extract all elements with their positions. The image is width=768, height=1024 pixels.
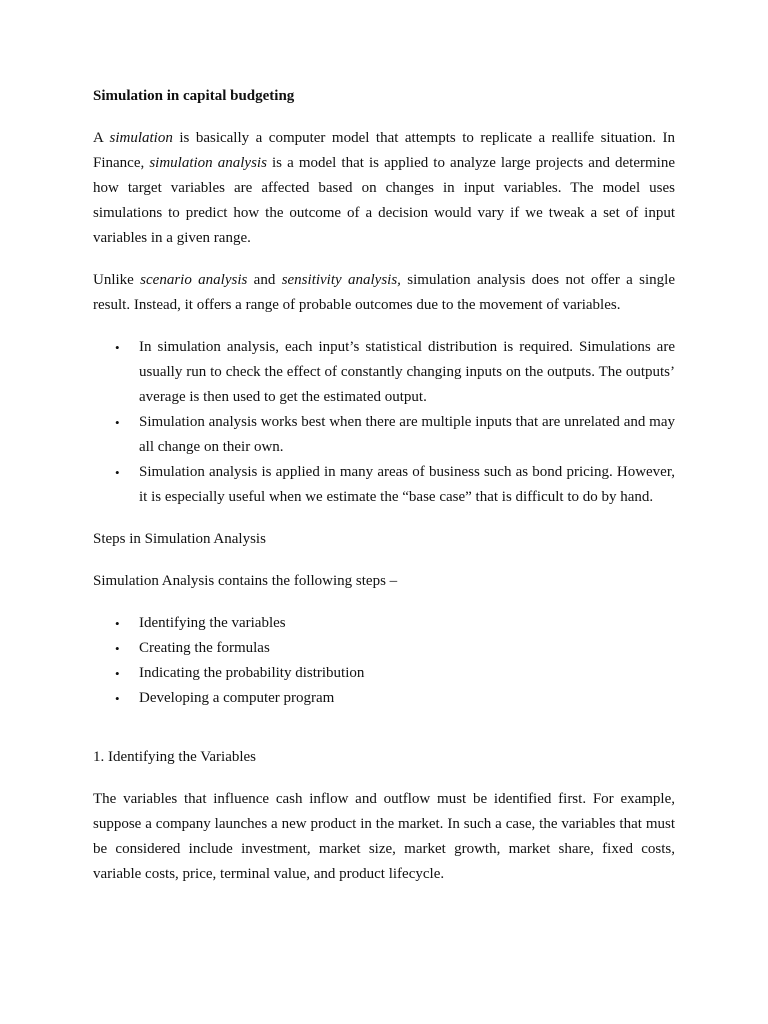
document-page xyxy=(93,84,675,904)
list-item-text: Developing a computer program xyxy=(139,690,335,706)
document-title: Simulation in capital budgeting xyxy=(93,88,295,104)
section-spacer xyxy=(93,728,675,745)
simulation-facts-list xyxy=(93,335,675,510)
section-1-heading: 1. Identifying the Variables xyxy=(93,749,257,765)
bullet-icon: • xyxy=(115,415,120,430)
steps-heading: Steps in Simulation Analysis xyxy=(93,531,266,547)
intro-p2-text-c: simulation analysis does not offer a single result. Instead, it offers a range of probable outcomes due to the movement of variables. xyxy=(93,272,675,313)
bullet-icon: • xyxy=(115,641,120,656)
term-simulation-analysis: simulation analysis xyxy=(149,155,267,171)
bullet-icon: • xyxy=(115,691,120,706)
list-item-text: Identifying the variables xyxy=(139,615,286,631)
list-item xyxy=(93,636,675,661)
term-sensitivity-analysis: sensitivity analysis, xyxy=(281,272,401,288)
intro-paragraph-1 xyxy=(93,126,675,251)
term-scenario-analysis: scenario analysis xyxy=(140,272,248,288)
list-item xyxy=(93,611,675,636)
list-item-text: Simulation analysis works best when there are multiple inputs that are unrelated and may all change on their own. xyxy=(139,414,675,455)
steps-intro: Simulation Analysis contains the following steps – xyxy=(93,573,398,589)
steps-list xyxy=(93,611,675,711)
list-item xyxy=(93,460,675,510)
intro-p1-text-c: is a model that is applied to analyze large projects and determine how target variables are affected based on changes in input variables. The model uses simulations to predict how the outcome of a decision would vary if we tweak a set of input variables in a given range. xyxy=(93,155,676,246)
intro-p1-text-b: is basically a computer model that attempts to replicate a reallife situation. In Finance, xyxy=(93,130,675,171)
intro-p2-text-b: and xyxy=(247,272,282,288)
bullet-icon: • xyxy=(115,616,120,631)
term-simulation: simulation xyxy=(109,130,173,146)
list-item xyxy=(93,335,675,410)
section-1-paragraph: The variables that influence cash inflow and outflow must be identified first. For example, suppose a company launches a new product in the market. In such a case, the variables that must be considered include investment, market size, market growth, market share, fixed costs, variable costs, price, terminal value, and product lifecycle. xyxy=(93,791,675,882)
list-item xyxy=(93,686,675,711)
bullet-icon: • xyxy=(115,465,120,480)
list-item-text: Creating the formulas xyxy=(139,640,270,656)
intro-paragraph-2 xyxy=(93,268,675,318)
list-item-text: Simulation analysis is applied in many areas of business such as bond pricing. However, it is especially useful when we estimate the “base case” that is difficult to do by hand. xyxy=(139,464,675,505)
list-item-text: Indicating the probability distribution xyxy=(139,665,365,681)
intro-p1-text-a: A xyxy=(93,130,110,146)
intro-p2-text-a: Unlike xyxy=(93,272,141,288)
list-item xyxy=(93,410,675,460)
bullet-icon: • xyxy=(115,666,120,681)
bullet-icon: • xyxy=(115,340,120,355)
list-item xyxy=(93,661,675,686)
list-item-text: In simulation analysis, each input’s statistical distribution is required. Simulations are usually run to check the effect of constantly changing inputs on the outputs. The outputs’ average is then used to get the estimated output. xyxy=(139,339,675,405)
